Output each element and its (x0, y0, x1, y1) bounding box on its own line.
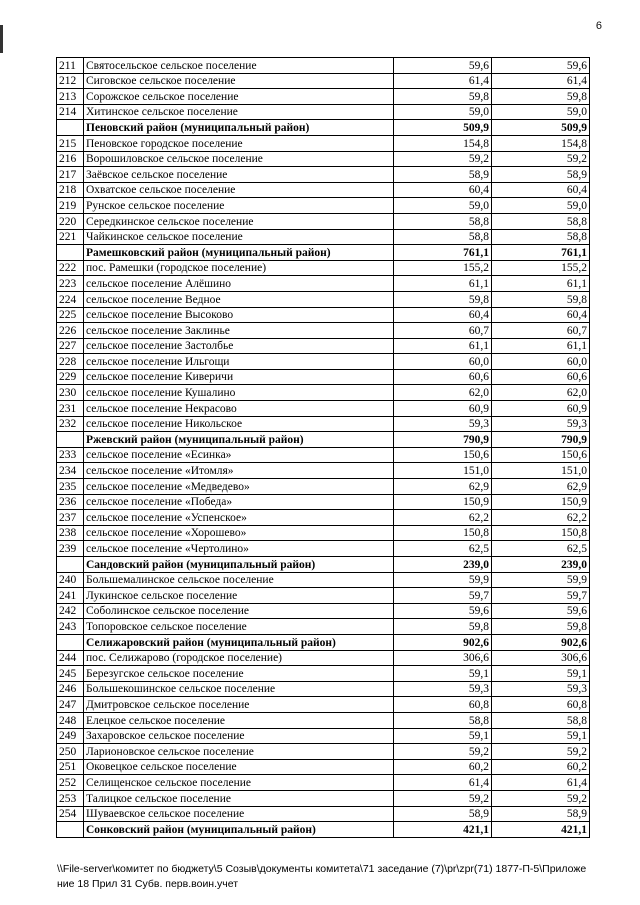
municipality-name-cell: Захаровское сельское поселение (84, 728, 394, 744)
row-number-cell: 211 (57, 58, 84, 74)
settlement-row (57, 104, 590, 120)
settlement-row (57, 619, 590, 635)
settlement-row (57, 416, 590, 432)
row-number-cell: 227 (57, 338, 84, 354)
row-number-cell (57, 120, 84, 136)
municipality-name-cell: Оковецкое сельское поселение (84, 759, 394, 775)
amount-cell: 62,2 (492, 510, 590, 526)
amount-cell: 306,6 (492, 650, 590, 666)
municipality-name-cell: сельское поселение Кушалино (84, 385, 394, 401)
municipality-name-cell: сельское поселение Ильгощи (84, 354, 394, 370)
row-number-cell: 249 (57, 728, 84, 744)
amount-cell: 58,9 (492, 167, 590, 183)
amount-cell: 59,2 (394, 744, 492, 760)
amount-cell: 150,6 (394, 447, 492, 463)
settlement-row (57, 89, 590, 105)
amount-cell: 58,8 (492, 712, 590, 728)
settlement-row (57, 650, 590, 666)
settlement-row (57, 354, 590, 370)
settlement-row (57, 135, 590, 151)
page-number: 6 (595, 20, 602, 32)
municipality-name-cell: Ржевский район (муниципальный район) (84, 432, 394, 448)
amount-cell: 59,6 (394, 603, 492, 619)
amount-cell: 61,4 (394, 775, 492, 791)
amount-cell: 61,1 (394, 338, 492, 354)
amount-cell: 59,2 (394, 151, 492, 167)
amount-cell: 60,9 (394, 401, 492, 417)
row-number-cell: 248 (57, 712, 84, 728)
amount-cell: 62,9 (394, 479, 492, 495)
row-number-cell: 241 (57, 588, 84, 604)
row-number-cell: 235 (57, 479, 84, 495)
row-number-cell: 217 (57, 167, 84, 183)
row-number-cell: 243 (57, 619, 84, 635)
amount-cell: 154,8 (492, 135, 590, 151)
settlement-row (57, 198, 590, 214)
amount-cell: 59,2 (492, 744, 590, 760)
amount-cell: 60,6 (492, 369, 590, 385)
table-body (57, 58, 590, 838)
municipality-name-cell: сельское поселение «Итомля» (84, 463, 394, 479)
district-total-row (57, 245, 590, 261)
settlement-row (57, 291, 590, 307)
row-number-cell: 230 (57, 385, 84, 401)
settlement-row (57, 759, 590, 775)
row-number-cell (57, 245, 84, 261)
amount-cell: 60,4 (394, 182, 492, 198)
row-number-cell: 247 (57, 697, 84, 713)
row-number-cell: 216 (57, 151, 84, 167)
row-number-cell: 213 (57, 89, 84, 105)
amount-cell: 59,7 (492, 588, 590, 604)
subvention-table (56, 57, 590, 838)
settlement-row (57, 151, 590, 167)
district-total-row (57, 634, 590, 650)
row-number-cell: 224 (57, 291, 84, 307)
amount-cell: 155,2 (394, 260, 492, 276)
settlement-row (57, 167, 590, 183)
municipality-name-cell: сельское поселение «Медведево» (84, 479, 394, 495)
municipality-name-cell: Сандовский район (муниципальный район) (84, 557, 394, 573)
row-number-cell: 237 (57, 510, 84, 526)
municipality-name-cell: Чайкинское сельское поселение (84, 229, 394, 245)
municipality-name-cell: Заёвское сельское поселение (84, 167, 394, 183)
row-number-cell: 239 (57, 541, 84, 557)
amount-cell: 59,8 (394, 89, 492, 105)
row-number-cell: 250 (57, 744, 84, 760)
municipality-name-cell: Большемалинское сельское поселение (84, 572, 394, 588)
amount-cell: 902,6 (492, 634, 590, 650)
amount-cell: 59,3 (394, 416, 492, 432)
settlement-row (57, 666, 590, 682)
row-number-cell: 242 (57, 603, 84, 619)
amount-cell: 790,9 (394, 432, 492, 448)
amount-cell: 59,1 (394, 728, 492, 744)
settlement-row (57, 58, 590, 74)
row-number-cell (57, 822, 84, 838)
municipality-name-cell: Сорожское сельское поселение (84, 89, 394, 105)
district-total-row (57, 822, 590, 838)
row-number-cell (57, 557, 84, 573)
municipality-name-cell: сельское поселение Никольское (84, 416, 394, 432)
amount-cell: 60,6 (394, 369, 492, 385)
footer-file-path: \\File-server\комитет по бюджету\5 Созыв\документы комитета\71 заседание (7)\pr\zpr(71) 1877-П-5\Приложение 18 Прил 31 Субв. перв.воин.учет (57, 863, 587, 890)
settlement-row (57, 588, 590, 604)
amount-cell: 59,9 (394, 572, 492, 588)
row-number-cell: 228 (57, 354, 84, 370)
amount-cell: 58,8 (394, 712, 492, 728)
settlement-row (57, 369, 590, 385)
amount-cell: 150,9 (492, 494, 590, 510)
settlement-row (57, 712, 590, 728)
amount-cell: 58,8 (492, 229, 590, 245)
municipality-name-cell: Селищенское сельское поселение (84, 775, 394, 791)
amount-cell: 60,0 (394, 354, 492, 370)
district-total-row (57, 557, 590, 573)
amount-cell: 59,1 (492, 666, 590, 682)
row-number-cell: 218 (57, 182, 84, 198)
municipality-name-cell: пос. Рамешки (городское поселение) (84, 260, 394, 276)
amount-cell: 150,6 (492, 447, 590, 463)
settlement-row (57, 775, 590, 791)
row-number-cell: 251 (57, 759, 84, 775)
municipality-name-cell: Хитинское сельское поселение (84, 104, 394, 120)
settlement-row (57, 603, 590, 619)
row-number-cell: 252 (57, 775, 84, 791)
municipality-name-cell: Ларионовское сельское поселение (84, 744, 394, 760)
amount-cell: 59,8 (492, 619, 590, 635)
amount-cell: 58,8 (492, 213, 590, 229)
settlement-row (57, 323, 590, 339)
amount-cell: 60,4 (492, 307, 590, 323)
amount-cell: 59,8 (394, 619, 492, 635)
settlement-row (57, 338, 590, 354)
amount-cell: 61,1 (492, 338, 590, 354)
municipality-name-cell: пос. Селижарово (городское поселение) (84, 650, 394, 666)
municipality-name-cell: сельское поселение Ведное (84, 291, 394, 307)
amount-cell: 155,2 (492, 260, 590, 276)
municipality-name-cell: сельское поселение «Победа» (84, 494, 394, 510)
amount-cell: 62,9 (492, 479, 590, 495)
row-number-cell: 223 (57, 276, 84, 292)
row-number-cell: 238 (57, 525, 84, 541)
row-number-cell: 236 (57, 494, 84, 510)
amount-cell: 59,0 (394, 198, 492, 214)
amount-cell: 59,7 (394, 588, 492, 604)
amount-cell: 761,1 (492, 245, 590, 261)
amount-cell: 239,0 (492, 557, 590, 573)
amount-cell: 761,1 (394, 245, 492, 261)
amount-cell: 62,0 (394, 385, 492, 401)
amount-cell: 59,0 (394, 104, 492, 120)
municipality-name-cell: сельское поселение Алёшино (84, 276, 394, 292)
municipality-name-cell: Дмитровское сельское поселение (84, 697, 394, 713)
row-number-cell: 215 (57, 135, 84, 151)
settlement-row (57, 681, 590, 697)
settlement-row (57, 572, 590, 588)
settlement-row (57, 276, 590, 292)
municipality-name-cell: сельское поселение «Успенское» (84, 510, 394, 526)
amount-cell: 59,1 (394, 666, 492, 682)
amount-cell: 59,6 (394, 58, 492, 74)
amount-cell: 61,1 (394, 276, 492, 292)
amount-cell: 58,8 (394, 229, 492, 245)
amount-cell: 59,0 (492, 198, 590, 214)
amount-cell: 790,9 (492, 432, 590, 448)
municipality-name-cell: Святосельское сельское поселение (84, 58, 394, 74)
amount-cell: 59,6 (492, 58, 590, 74)
row-number-cell (57, 634, 84, 650)
settlement-row (57, 229, 590, 245)
amount-cell: 59,8 (492, 89, 590, 105)
amount-cell: 62,5 (492, 541, 590, 557)
amount-cell: 60,8 (394, 697, 492, 713)
row-number-cell: 222 (57, 260, 84, 276)
row-number-cell: 229 (57, 369, 84, 385)
municipality-name-cell: Рунское сельское поселение (84, 198, 394, 214)
row-number-cell: 245 (57, 666, 84, 682)
amount-cell: 60,8 (492, 697, 590, 713)
amount-cell: 59,3 (492, 416, 590, 432)
municipality-name-cell: сельское поселение «Чертолино» (84, 541, 394, 557)
amount-cell: 306,6 (394, 650, 492, 666)
settlement-row (57, 385, 590, 401)
municipality-name-cell: Рамешковский район (муниципальный район) (84, 245, 394, 261)
settlement-row (57, 182, 590, 198)
municipality-name-cell: Охватское сельское поселение (84, 182, 394, 198)
municipality-name-cell: Березугское сельское поселение (84, 666, 394, 682)
amount-cell: 62,0 (492, 385, 590, 401)
amount-cell: 902,6 (394, 634, 492, 650)
amount-cell: 59,6 (492, 603, 590, 619)
district-total-row (57, 120, 590, 136)
binder-edge-mark (0, 25, 3, 53)
municipality-name-cell: Пеновское городское поселение (84, 135, 394, 151)
municipality-name-cell: Лукинское сельское поселение (84, 588, 394, 604)
municipality-name-cell: Селижаровский район (муниципальный район) (84, 634, 394, 650)
settlement-row (57, 806, 590, 822)
settlement-row (57, 697, 590, 713)
settlement-row (57, 463, 590, 479)
row-number-cell: 244 (57, 650, 84, 666)
amount-cell: 59,2 (394, 790, 492, 806)
municipality-name-cell: сельское поселение Высоково (84, 307, 394, 323)
amount-cell: 58,9 (394, 806, 492, 822)
settlement-row (57, 790, 590, 806)
amount-cell: 59,9 (492, 572, 590, 588)
municipality-name-cell: сельское поселение «Хорошево» (84, 525, 394, 541)
amount-cell: 59,8 (492, 291, 590, 307)
amount-cell: 62,5 (394, 541, 492, 557)
row-number-cell: 240 (57, 572, 84, 588)
municipality-name-cell: сельское поселение Заклинье (84, 323, 394, 339)
amount-cell: 60,4 (394, 307, 492, 323)
amount-cell: 58,8 (394, 213, 492, 229)
amount-cell: 61,1 (492, 276, 590, 292)
settlement-row (57, 213, 590, 229)
municipality-name-cell: Сиговское сельское поселение (84, 73, 394, 89)
amount-cell: 60,4 (492, 182, 590, 198)
amount-cell: 58,9 (394, 167, 492, 183)
amount-cell: 239,0 (394, 557, 492, 573)
settlement-row (57, 307, 590, 323)
amount-cell: 61,4 (492, 775, 590, 791)
municipality-name-cell: Шуваевское сельское поселение (84, 806, 394, 822)
municipality-name-cell: сельское поселение «Есинка» (84, 447, 394, 463)
amount-cell: 59,8 (394, 291, 492, 307)
row-number-cell (57, 432, 84, 448)
amount-cell: 60,2 (492, 759, 590, 775)
amount-cell: 150,8 (394, 525, 492, 541)
settlement-row (57, 728, 590, 744)
amount-cell: 61,4 (492, 73, 590, 89)
amount-cell: 60,0 (492, 354, 590, 370)
municipality-name-cell: сельское поселение Некрасово (84, 401, 394, 417)
amount-cell: 150,9 (394, 494, 492, 510)
settlement-row (57, 260, 590, 276)
amount-cell: 59,1 (492, 728, 590, 744)
municipality-name-cell: Середкинское сельское поселение (84, 213, 394, 229)
district-total-row (57, 432, 590, 448)
settlement-row (57, 447, 590, 463)
amount-cell: 150,8 (492, 525, 590, 541)
amount-cell: 421,1 (492, 822, 590, 838)
settlement-row (57, 525, 590, 541)
row-number-cell: 253 (57, 790, 84, 806)
amount-cell: 59,2 (492, 151, 590, 167)
amount-cell: 58,9 (492, 806, 590, 822)
municipality-name-cell: сельское поселение Киверичи (84, 369, 394, 385)
amount-cell: 509,9 (492, 120, 590, 136)
municipality-name-cell: Ворошиловское сельское поселение (84, 151, 394, 167)
row-number-cell: 214 (57, 104, 84, 120)
municipality-name-cell: Пеновский район (муниципальный район) (84, 120, 394, 136)
amount-cell: 154,8 (394, 135, 492, 151)
amount-cell: 61,4 (394, 73, 492, 89)
municipality-name-cell: Елецкое сельское поселение (84, 712, 394, 728)
amount-cell: 59,2 (492, 790, 590, 806)
amount-cell: 59,3 (394, 681, 492, 697)
amount-cell: 60,7 (492, 323, 590, 339)
municipality-name-cell: Талицкое сельское поселение (84, 790, 394, 806)
amount-cell: 60,2 (394, 759, 492, 775)
settlement-row (57, 494, 590, 510)
amount-cell: 151,0 (492, 463, 590, 479)
row-number-cell: 233 (57, 447, 84, 463)
row-number-cell: 234 (57, 463, 84, 479)
amount-cell: 421,1 (394, 822, 492, 838)
municipality-name-cell: Соболинское сельское поселение (84, 603, 394, 619)
settlement-row (57, 73, 590, 89)
municipality-name-cell: сельское поселение Застолбье (84, 338, 394, 354)
row-number-cell: 254 (57, 806, 84, 822)
row-number-cell: 226 (57, 323, 84, 339)
row-number-cell: 220 (57, 213, 84, 229)
amount-cell: 62,2 (394, 510, 492, 526)
municipality-name-cell: Топоровское сельское поселение (84, 619, 394, 635)
amount-cell: 59,3 (492, 681, 590, 697)
settlement-row (57, 744, 590, 760)
row-number-cell: 231 (57, 401, 84, 417)
row-number-cell: 212 (57, 73, 84, 89)
settlement-row (57, 510, 590, 526)
municipality-name-cell: Сонковский район (муниципальный район) (84, 822, 394, 838)
amount-cell: 60,7 (394, 323, 492, 339)
row-number-cell: 221 (57, 229, 84, 245)
row-number-cell: 219 (57, 198, 84, 214)
settlement-row (57, 401, 590, 417)
amount-cell: 151,0 (394, 463, 492, 479)
amount-cell: 509,9 (394, 120, 492, 136)
row-number-cell: 232 (57, 416, 84, 432)
settlement-row (57, 479, 590, 495)
municipality-name-cell: Большекошинское сельское поселение (84, 681, 394, 697)
amount-cell: 59,0 (492, 104, 590, 120)
row-number-cell: 246 (57, 681, 84, 697)
row-number-cell: 225 (57, 307, 84, 323)
settlement-row (57, 541, 590, 557)
amount-cell: 60,9 (492, 401, 590, 417)
